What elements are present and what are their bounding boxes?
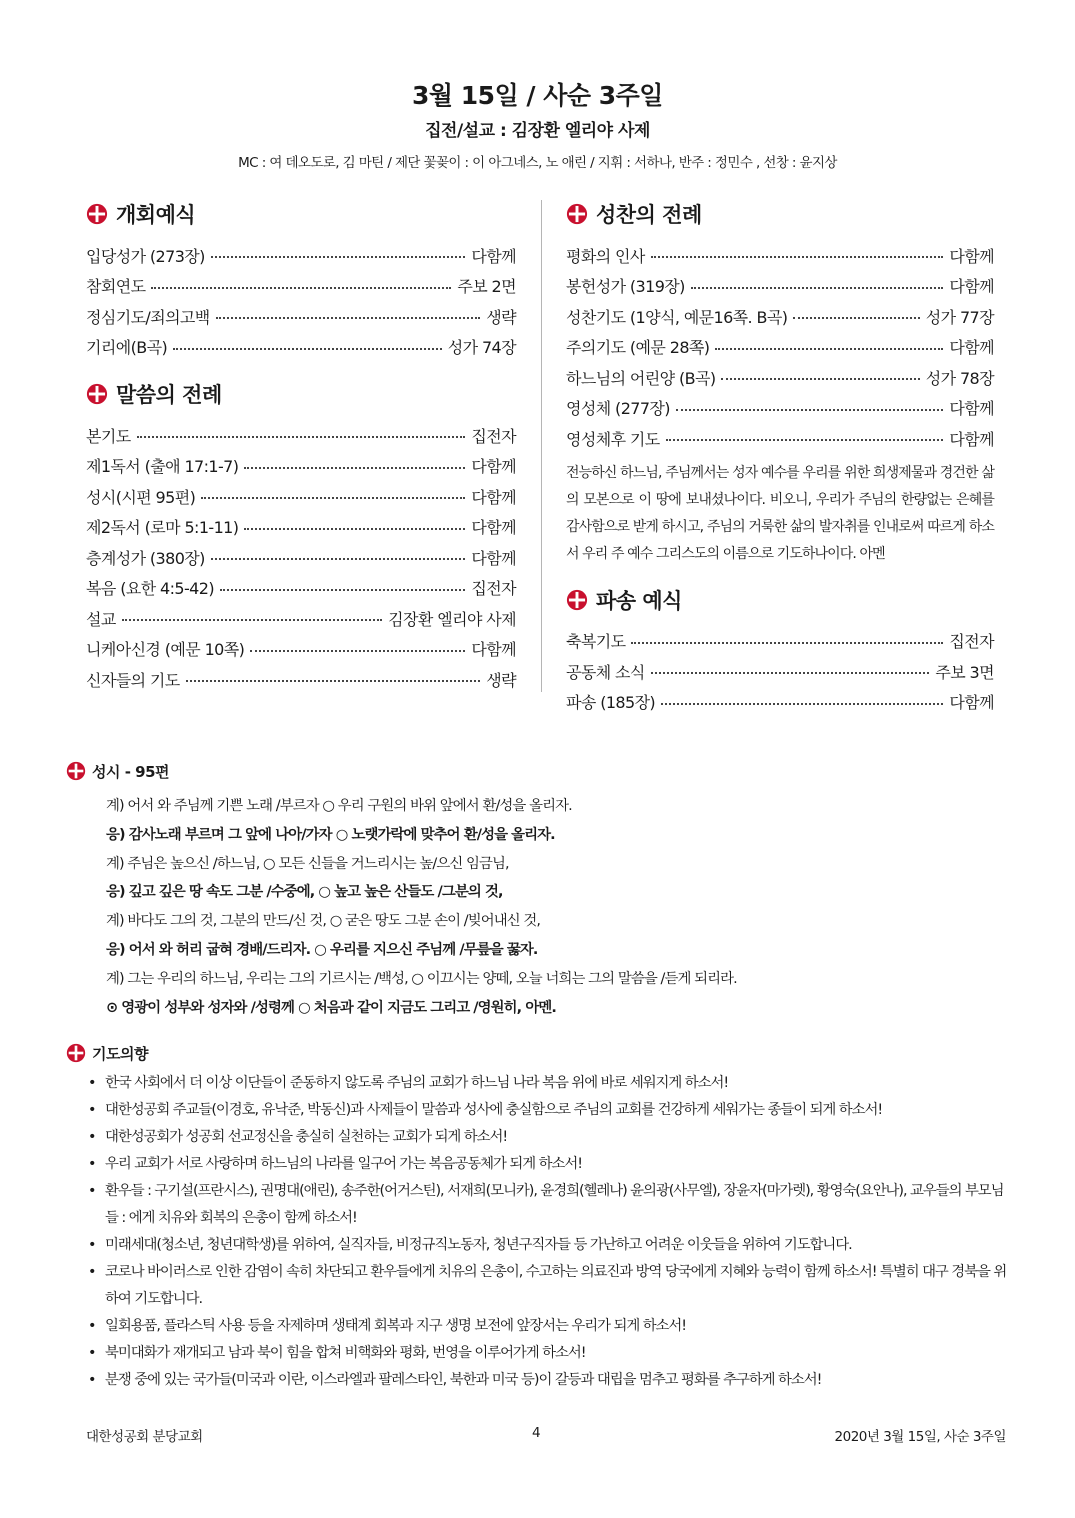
dot-leader: [666, 439, 944, 441]
dot-leader: [244, 467, 465, 469]
credits-line: MC : 여 데오도로, 김 마틴 / 제단 꽃꽂이 : 이 아그네스, 노 애린 / 지휘 : 서하나, 반주 : 정민수 , 선창 : 윤지상: [238, 155, 837, 171]
order-item-label: 봉헌성가 (319장): [566, 277, 685, 297]
order-item-value: 성가 78장: [925, 368, 994, 388]
psalm-title: 성시 - 95편: [92, 762, 170, 781]
order-item-label: 층계성가 (380장): [86, 548, 205, 568]
dot-leader: [715, 348, 943, 350]
order-item-label: 정심기도/죄의고백: [86, 307, 210, 327]
dot-leader: [631, 642, 943, 644]
intention-item: • 분쟁 중에 있는 국가들(미국과 이란, 이스라엘과 팔레스타인, 북한과 미국 등)이 갈등과 대립을 멈추고 평화를 추구하게 하소서!: [88, 1367, 1016, 1394]
order-row: [86, 451, 516, 482]
page-title: 3월 15일 / 사순 3주일: [412, 81, 663, 110]
dot-leader: [122, 619, 382, 621]
page-number: 4: [531, 1425, 541, 1441]
eucharist-liturgy-title: 성찬의 전례: [596, 203, 702, 227]
order-row: [86, 664, 516, 695]
order-item-label: 제1독서 (출애 17:1-7): [86, 457, 239, 477]
order-item-value: 다함께: [471, 640, 516, 660]
order-item-value: 다함께: [471, 457, 516, 477]
dot-leader: [721, 378, 919, 380]
right-column: [566, 198, 994, 717]
order-item-value: 생략: [486, 670, 516, 690]
order-row: [566, 393, 994, 424]
order-row: [566, 423, 994, 454]
order-row: [566, 271, 994, 302]
post-communion-prayer: 전능하신 하느님, 주님께서는 성자 예수를 우리를 위한 희생제물과 경건한 삶의 모본으로 이 땅에 보내셨나이다. 비오니, 우리가 주님의 한량없는 은혜를 감사함으로 받게 하시고, 주님의 거룩한 삶의 발자취를 인내로써 따르게 하소서 우리 주 예수 그리스도의 이름으로 기도하나이다. 아멘: [566, 464, 994, 562]
order-item-value: 다함께: [471, 548, 516, 568]
order-item-label: 파송 (185장): [566, 693, 656, 713]
cross-icon: [66, 1043, 86, 1063]
order-item-label: 복음 (요한 4:5-42): [86, 579, 214, 599]
order-item-label: 축복기도: [566, 632, 626, 652]
order-item-label: 제2독서 (로마 5:1-11): [86, 518, 239, 538]
dot-leader: [651, 672, 930, 674]
dot-leader: [651, 256, 944, 258]
order-item-label: 성찬기도 (1양식, 예문16쪽. B곡): [566, 307, 788, 327]
opening-rites-title: 개회예식: [116, 203, 196, 227]
dot-leader: [691, 287, 944, 289]
dot-leader: [250, 650, 465, 652]
word-liturgy-title: 말씀의 전례: [116, 383, 222, 407]
psalm-lines: [66, 792, 1016, 1022]
order-row: [566, 240, 994, 271]
order-item-label: 신자들의 기도: [86, 670, 180, 690]
opening-rites-rows: [86, 240, 516, 362]
order-item-value: 김장환 엘리야 사제: [388, 609, 516, 629]
dot-leader: [220, 589, 465, 591]
psalm-verse: 계) 주님은 높으신 /하느님, ○ 모든 신들을 거느리시는 높/으신 임금님,: [106, 855, 509, 872]
order-row: [86, 573, 516, 604]
order-item-label: 영성체후 기도: [566, 429, 660, 449]
dot-leader: [244, 528, 465, 530]
dismissal-rites-rows: [566, 626, 994, 718]
order-item-value: 다함께: [949, 246, 994, 266]
column-divider: [541, 200, 542, 692]
order-row: [86, 420, 516, 451]
dot-leader: [151, 287, 451, 289]
order-item-value: 다함께: [471, 246, 516, 266]
order-item-label: 참회연도: [86, 277, 146, 297]
psalm-verse: 응) 어서 와 허리 굽혀 경배/드리자. ○ 우리를 지으신 주님께 /무릎을 꿇자.: [106, 941, 538, 958]
order-row: [86, 271, 516, 302]
dot-leader: [216, 317, 481, 319]
dot-leader: [173, 348, 442, 350]
footer-date: 2020년 3월 15일, 사순 3주일: [834, 1429, 1006, 1445]
order-row: [86, 332, 516, 363]
order-item-label: 입당성가 (273장): [86, 246, 205, 266]
psalm-verse: 계) 어서 와 주님께 기쁜 노래 /부르자 ○ 우리 구원의 바위 앞에서 환/성을 올리자.: [106, 798, 572, 814]
dismissal-rites-title: 파송 예식: [596, 588, 682, 613]
footer: [86, 1425, 1006, 1445]
order-item-value: 생략: [486, 307, 516, 327]
order-row: [86, 240, 516, 271]
order-item-value: 다함께: [471, 518, 516, 538]
order-item-value: 집전자: [949, 632, 994, 652]
cross-icon: [86, 203, 108, 225]
order-item-value: 집전자: [471, 579, 516, 599]
dot-leader: [201, 497, 465, 499]
order-item-label: 니케아신경 (예문 10쪽): [86, 640, 245, 660]
psalm-verse: 계) 바다도 그의 것, 그분의 만드/신 것, ○ 굳은 땅도 그분 손이 /빚어내신 것,: [106, 913, 541, 930]
intentions-section: [66, 1040, 1016, 1394]
dot-leader: [137, 436, 466, 438]
order-item-value: 다함께: [949, 693, 994, 713]
order-item-value: 주보 3면: [935, 662, 994, 682]
intention-item: • 미래세대(청소년, 청년대학생)를 위하여, 실직자들, 비정규직노동자, 청년구직자들 등 가난하고 어려운 이웃들을 위하여 기도합니다.: [88, 1232, 1016, 1259]
intention-item: • 북미대화가 재개되고 남과 북이 힘을 합쳐 비핵화와 평화, 번영을 이루어가게 하소서!: [88, 1340, 1016, 1367]
intention-item: • 일회용품, 플라스틱 사용 등을 자제하며 생태계 회복과 지구 생명 보전에 앞장서는 우리가 되게 하소서!: [88, 1313, 1016, 1340]
intentions-list: [66, 1070, 1016, 1394]
order-item-value: 다함께: [949, 338, 994, 358]
order-row: [566, 626, 994, 657]
psalm-verse: 응) 감사노래 부르며 그 앞에 나아/가자 ○ 노랫가락에 맞추어 환/성을 올리자.: [106, 826, 555, 843]
order-row: [566, 332, 994, 363]
section-spacer: [566, 568, 994, 584]
intention-item: • 대한성공회 주교들(이경호, 유낙준, 박동신)과 사제들이 말씀과 성사에 충실함으로 주님의 교회를 건강하게 세워가는 종들이 되게 하소서!: [88, 1097, 1016, 1124]
eucharist-liturgy-rows: [566, 240, 994, 454]
left-column: [86, 198, 516, 695]
section-spacer: [86, 362, 516, 378]
dot-leader: [211, 558, 466, 560]
intention-item: • 환우들 : 구기설(프란시스), 권명대(애린), 송주한(어거스틴), 서재희(모니카), 윤경희(헬레나) 윤의광(사무엘), 장윤자(마가렛), 황영숙(요안나), 교우들의 부모님들 : 에게 치유와 회복의 은총이 함께 하소서!: [88, 1178, 1016, 1232]
order-item-label: 영성체 (277장): [566, 399, 670, 419]
cross-icon: [566, 203, 588, 225]
order-row: [86, 542, 516, 573]
eucharist-liturgy-heading: [566, 198, 994, 230]
intention-item: • 한국 사회에서 더 이상 이단들이 준동하지 않도록 주님의 교회가 하느님 나라 복음 위에 바로 세워지게 하소서!: [88, 1070, 1016, 1097]
order-item-label: 설교: [86, 609, 116, 629]
dot-leader: [793, 317, 919, 319]
word-liturgy-heading: [86, 378, 516, 410]
order-item-value: 다함께: [949, 277, 994, 297]
order-item-value: 다함께: [949, 429, 994, 449]
cross-icon: [86, 383, 108, 405]
order-item-value: 다함께: [471, 487, 516, 507]
word-liturgy-rows: [86, 420, 516, 695]
order-row: [566, 362, 994, 393]
order-row: [86, 603, 516, 634]
cross-icon: [66, 761, 86, 781]
dot-leader: [661, 703, 943, 705]
order-row: [566, 301, 994, 332]
intentions-title: 기도의향: [92, 1044, 148, 1063]
order-item-value: 다함께: [949, 399, 994, 419]
order-item-label: 주의기도 (예문 28쪽): [566, 338, 710, 358]
opening-rites-heading: [86, 198, 516, 230]
order-item-label: 기리에(B곡): [86, 338, 168, 358]
intention-item: • 대한성공회가 성공회 선교정신을 충실히 실천하는 교회가 되게 하소서!: [88, 1124, 1016, 1151]
psalm-heading: [66, 758, 1016, 784]
order-row: [86, 634, 516, 665]
dot-leader: [186, 680, 481, 682]
order-item-value: 집전자: [471, 426, 516, 446]
order-row: [86, 301, 516, 332]
order-item-label: 하느님의 어린양 (B곡): [566, 368, 716, 388]
order-item-value: 주보 2면: [457, 277, 516, 297]
order-item-label: 평화의 인사: [566, 246, 645, 266]
order-item-value: 성가 77장: [925, 307, 994, 327]
order-row: [566, 687, 994, 718]
order-item-value: 성가 74장: [447, 338, 516, 358]
intention-item: • 코로나 바이러스로 인한 감염이 속히 차단되고 환우들에게 치유의 은총이, 수고하는 의료진과 방역 당국에게 지혜와 능력이 함께 하소서! 특별히 대구 경북을 위하여 기도합니다.: [88, 1259, 1016, 1313]
psalm-verse: ⊙ 영광이 성부와 성자와 /성령께 ○ 처음과 같이 지금도 그리고 /영원히, 아멘.: [106, 999, 556, 1016]
order-item-label: 성시(시편 95편): [86, 487, 196, 507]
order-item-label: 본기도: [86, 426, 131, 446]
intentions-heading: [66, 1040, 1016, 1066]
psalm-verse: 계) 그는 우리의 하느님, 우리는 그의 기르시는 /백성, ○ 이끄시는 양떼, 오늘 너희는 그의 말씀을 /듣게 되리라.: [106, 970, 737, 987]
order-row: [566, 656, 994, 687]
order-row: [86, 481, 516, 512]
order-item-label: 공동체 소식: [566, 662, 645, 682]
dot-leader: [676, 409, 943, 411]
order-row: [86, 512, 516, 543]
psalm-verse: 응) 깊고 깊은 땅 속도 그분 /수중에, ○ 높고 높은 산들도 /그분의 것,: [106, 884, 503, 901]
footer-church: 대한성공회 분당교회: [86, 1429, 203, 1445]
intention-item: • 우리 교회가 서로 사랑하며 하느님의 나라를 일구어 가는 복음공동체가 되게 하소서!: [88, 1151, 1016, 1178]
cross-icon: [566, 589, 588, 611]
psalm-section: [66, 758, 1016, 1022]
dot-leader: [211, 256, 466, 258]
celebrant-line: 집전/설교 : 김장환 엘리야 사제: [425, 121, 650, 141]
dismissal-rites-heading: [566, 584, 994, 616]
